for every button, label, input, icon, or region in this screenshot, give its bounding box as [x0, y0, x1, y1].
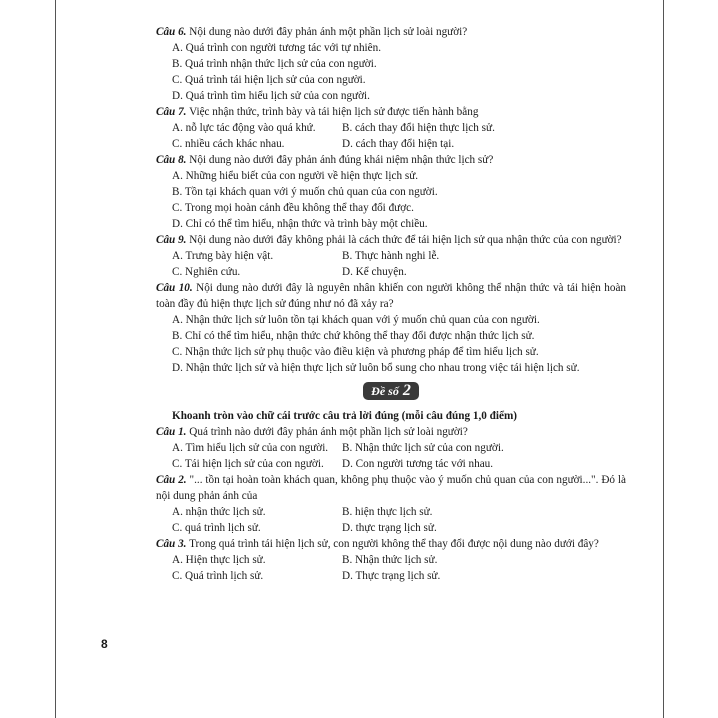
option: D. Chỉ có thể tìm hiểu, nhận thức và trình bày một chiều.	[172, 218, 428, 230]
page-number: 8	[101, 637, 108, 651]
option: C. quá trình lịch sử.	[172, 522, 261, 534]
option: D. Quá trình tìm hiểu lịch sử của con người.	[172, 90, 370, 102]
option-row	[156, 504, 626, 520]
option: A. Nhận thức lịch sử luôn tồn tại khách quan với ý muốn chủ quan của con người.	[172, 314, 540, 326]
option	[156, 360, 626, 376]
option: B. Chỉ có thể tìm hiểu, nhận thức chứ không thể thay đổi được nhận thức lịch sử.	[172, 330, 535, 342]
question-9	[156, 232, 626, 248]
section-heading: Khoanh tròn vào chữ cái trước câu trả lời đúng (mỗi câu đúng 1,0 điểm)	[172, 410, 517, 422]
question-text: Nội dung nào dưới đây phản ánh đúng khái niệm nhận thức lịch sử?	[186, 154, 494, 166]
question-1	[156, 424, 626, 440]
option-row	[156, 568, 626, 584]
question-text: Nội dung nào dưới đây phản ánh một phần lịch sử loài người?	[186, 26, 468, 38]
question-number: Câu 10.	[156, 282, 193, 294]
question-text: Nội dung nào dưới đây không phải là cách thức để tái hiện lịch sử qua nhận thức của con người?	[186, 234, 622, 246]
option: C. Quá trình tái hiện lịch sử của con người.	[172, 74, 366, 86]
option-row	[156, 440, 626, 456]
option: A. Quá trình con người tương tác với tự nhiên.	[172, 42, 382, 54]
document-page	[55, 0, 664, 718]
option: B. Quá trình nhận thức lịch sử của con người.	[172, 58, 377, 70]
option: A. nhận thức lịch sử.	[172, 506, 266, 518]
question-number: Câu 3.	[156, 538, 187, 550]
option: D. Thực trạng lịch sử.	[342, 570, 441, 582]
option: A. Tìm hiểu lịch sử của con người.	[172, 442, 329, 454]
option: D. thực trạng lịch sử.	[342, 522, 437, 534]
question-10	[156, 280, 626, 312]
option: B. cách thay đổi hiện thực lịch sử.	[342, 122, 495, 134]
question-7	[156, 104, 626, 120]
option-row	[156, 264, 626, 280]
option-row	[156, 136, 626, 152]
question-text: "... tồn tại hoàn toàn khách quan, không phụ thuộc vào ý muốn chủ quan của con người...". Đó là nội dung phản ánh của	[156, 474, 627, 502]
question-text: Việc nhận thức, trình bày và tái hiện lịch sử được tiến hành bằng	[186, 106, 479, 118]
option-row	[156, 120, 626, 136]
option: D. Con người tương tác với nhau.	[342, 458, 494, 470]
option: C. Trong mọi hoàn cảnh đều không thể thay đổi được.	[172, 202, 414, 214]
option-text: D. Nhận thức lịch sử và hiện thực lịch sử luôn bổ sung cho nhau trong việc tái hiện lịch sử.	[172, 362, 580, 374]
option-row	[156, 456, 626, 472]
question-2	[156, 472, 626, 504]
question-number: Câu 1.	[156, 426, 187, 438]
exam-badge	[363, 382, 419, 400]
option: A. nỗ lực tác động vào quá khứ.	[172, 122, 316, 134]
option: B. Thực hành nghi lễ.	[342, 250, 440, 262]
option: A. Trưng bày hiện vật.	[172, 250, 274, 262]
question-8	[156, 152, 626, 168]
option-row	[156, 552, 626, 568]
option: C. Nhận thức lịch sử phụ thuộc vào điều kiện và phương pháp để tìm hiểu lịch sử.	[172, 346, 539, 358]
option: B. Nhận thức lịch sử của con người.	[342, 442, 504, 454]
question-number: Câu 7.	[156, 106, 187, 118]
option: A. Hiện thực lịch sử.	[172, 554, 266, 566]
option: B. Nhận thức lịch sử.	[342, 554, 438, 566]
option-row	[156, 248, 626, 264]
option: B. Tồn tại khách quan với ý muốn chủ quan của con người.	[172, 186, 438, 198]
question-number: Câu 6.	[156, 26, 187, 38]
option: D. cách thay đổi hiện tại.	[342, 138, 455, 150]
option: C. Nghiên cứu.	[172, 266, 241, 278]
question-6	[156, 24, 626, 40]
question-text: Nội dung nào dưới đây là nguyên nhân khiến con người không thể nhận thức và tái hiện hoàn toàn đầy đủ hiện thực lịch sử đúng như nó đã xảy ra?	[156, 282, 627, 310]
question-text: Quá trình nào dưới đây phản ánh một phần lịch sử loài người?	[186, 426, 468, 438]
exam-badge-label: Đề số	[371, 384, 399, 398]
exam-badge-row	[156, 378, 626, 404]
question-number: Câu 2.	[156, 474, 187, 486]
question-3	[156, 536, 626, 552]
option: D. Kể chuyện.	[342, 266, 407, 278]
option-row	[156, 520, 626, 536]
question-number: Câu 8.	[156, 154, 187, 166]
question-number: Câu 9.	[156, 234, 187, 246]
option: C. nhiều cách khác nhau.	[172, 138, 285, 150]
exam-badge-number: 2	[402, 382, 411, 399]
option: A. Những hiểu biết của con người về hiện thực lịch sử.	[172, 170, 419, 182]
option: B. hiện thực lịch sử.	[342, 506, 433, 518]
page-content	[156, 24, 626, 584]
option: C. Quá trình lịch sử.	[172, 570, 264, 582]
question-text: Trong quá trình tái hiện lịch sử, con người không thể thay đổi được nội dung nào dưới đây?	[186, 538, 599, 550]
option: C. Tái hiện lịch sử của con người.	[172, 458, 324, 470]
